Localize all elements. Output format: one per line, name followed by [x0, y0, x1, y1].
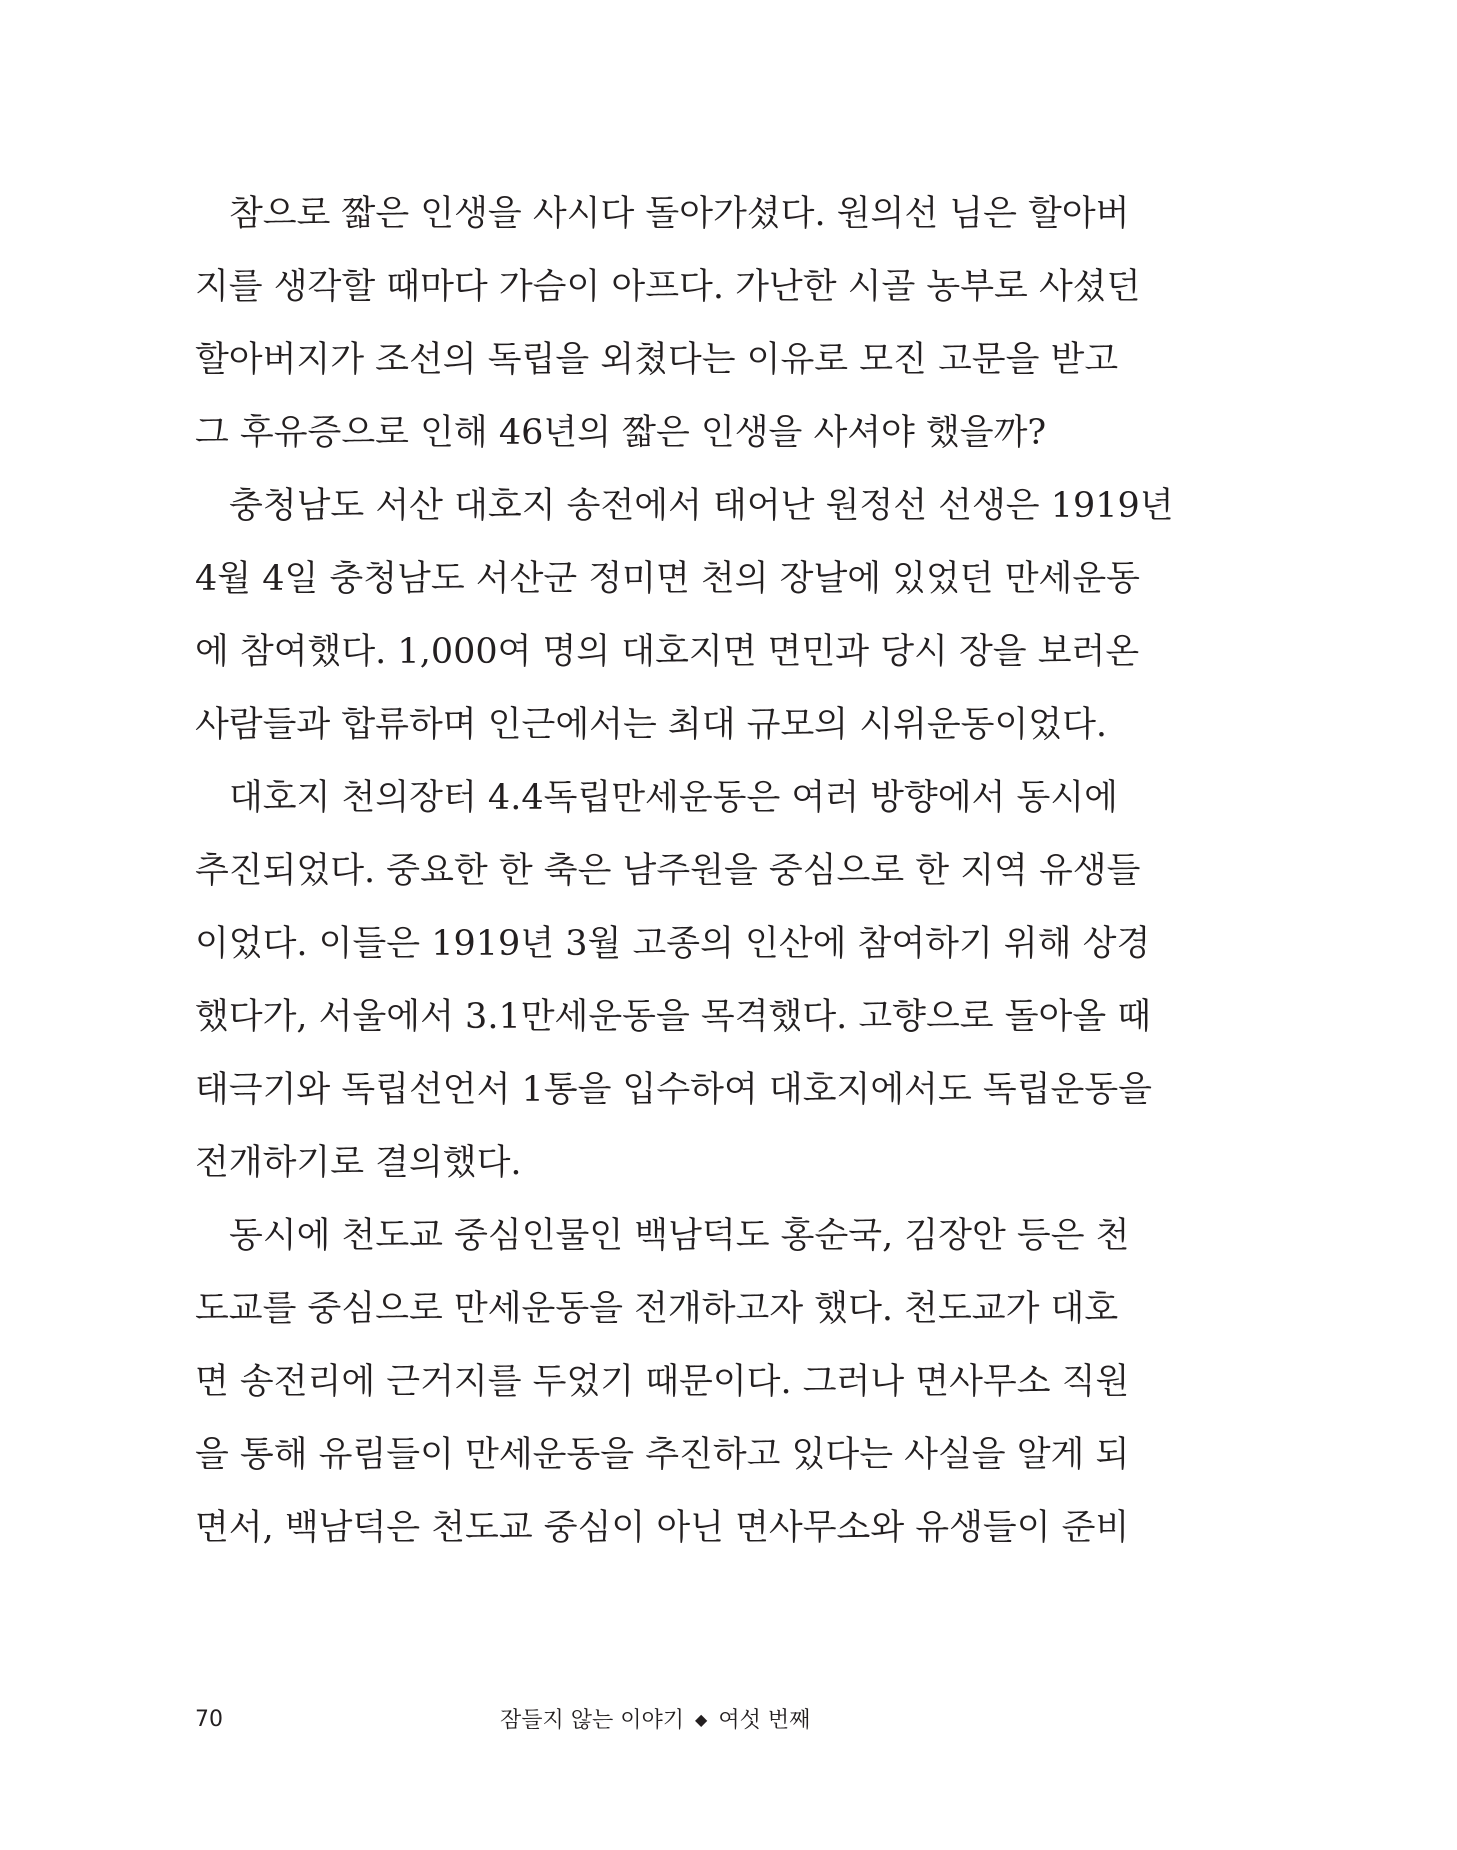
text-line: 에 참여했다. 1,000여 명의 대호지면 면민과 당시 장을 보러온: [195, 632, 1140, 672]
text-line: 을 통해 유림들이 만세운동을 추진하고 있다는 사실을 알게 되: [195, 1435, 1130, 1475]
text-line: 그 후유증으로 인해 46년의 짧은 인생을 사셔야 했을까?: [195, 413, 1047, 453]
text-line: 할아버지가 조선의 독립을 외쳤다는 이유로 모진 고문을 받고: [195, 340, 1119, 380]
volume-label: 여섯 번째: [718, 1708, 811, 1733]
text-line: 지를 생각할 때마다 가슴이 아프다. 가난한 시골 농부로 사셨던: [195, 267, 1141, 307]
book-title: 잠들지 않는 이야기: [500, 1708, 685, 1733]
text-line: 전개하기로 결의했다.: [195, 1143, 522, 1183]
text-line: 면 송전리에 근거지를 두었기 때문이다. 그러나 면사무소 직원: [195, 1362, 1130, 1402]
body-text: [195, 178, 1174, 1565]
text-line: 4월 4일 충청남도 서산군 정미면 천의 장날에 있었던 만세운동: [195, 559, 1140, 599]
text-line: 태극기와 독립선언서 1통을 입수하여 대호지에서도 독립운동을: [195, 1070, 1152, 1110]
text-line: 면서, 백남덕은 천도교 중심이 아닌 면사무소와 유생들이 준비: [195, 1508, 1130, 1548]
paragraph-4: [195, 1200, 1130, 1565]
text-line: 도교를 중심으로 만세운동을 전개하고자 했다. 천도교가 대호: [195, 1289, 1119, 1329]
page-footer: [195, 1702, 1115, 1738]
text-line: 했다가, 서울에서 3.1만세운동을 목격했다. 고향으로 돌아올 때: [195, 997, 1152, 1037]
text-line: 추진되었다. 중요한 한 축은 남주원을 중심으로 한 지역 유생들: [195, 851, 1141, 891]
text-line: 참으로 짧은 인생을 사시다 돌아가셨다. 원의선 님은 할아버: [229, 194, 1130, 234]
page-number: 70: [195, 1707, 223, 1732]
text-line: 동시에 천도교 중심인물인 백남덕도 홍순국, 김장안 등은 천: [229, 1216, 1130, 1256]
diamond-icon: ◆: [695, 1710, 708, 1729]
running-title: [500, 1702, 810, 1739]
paragraph-3: [195, 762, 1152, 1200]
text-line: 이었다. 이들은 1919년 3월 고종의 인산에 참여하기 위해 상경: [195, 924, 1151, 964]
text-line: 대호지 천의장터 4.4독립만세운동은 여러 방향에서 동시에: [229, 778, 1118, 818]
text-line: 사람들과 합류하며 인근에서는 최대 규모의 시위운동이었다.: [195, 705, 1108, 745]
text-line: 충청남도 서산 대호지 송전에서 태어난 원정선 선생은 1919년: [229, 486, 1174, 526]
paragraph-1: [195, 178, 1141, 470]
paragraph-2: [195, 470, 1174, 762]
